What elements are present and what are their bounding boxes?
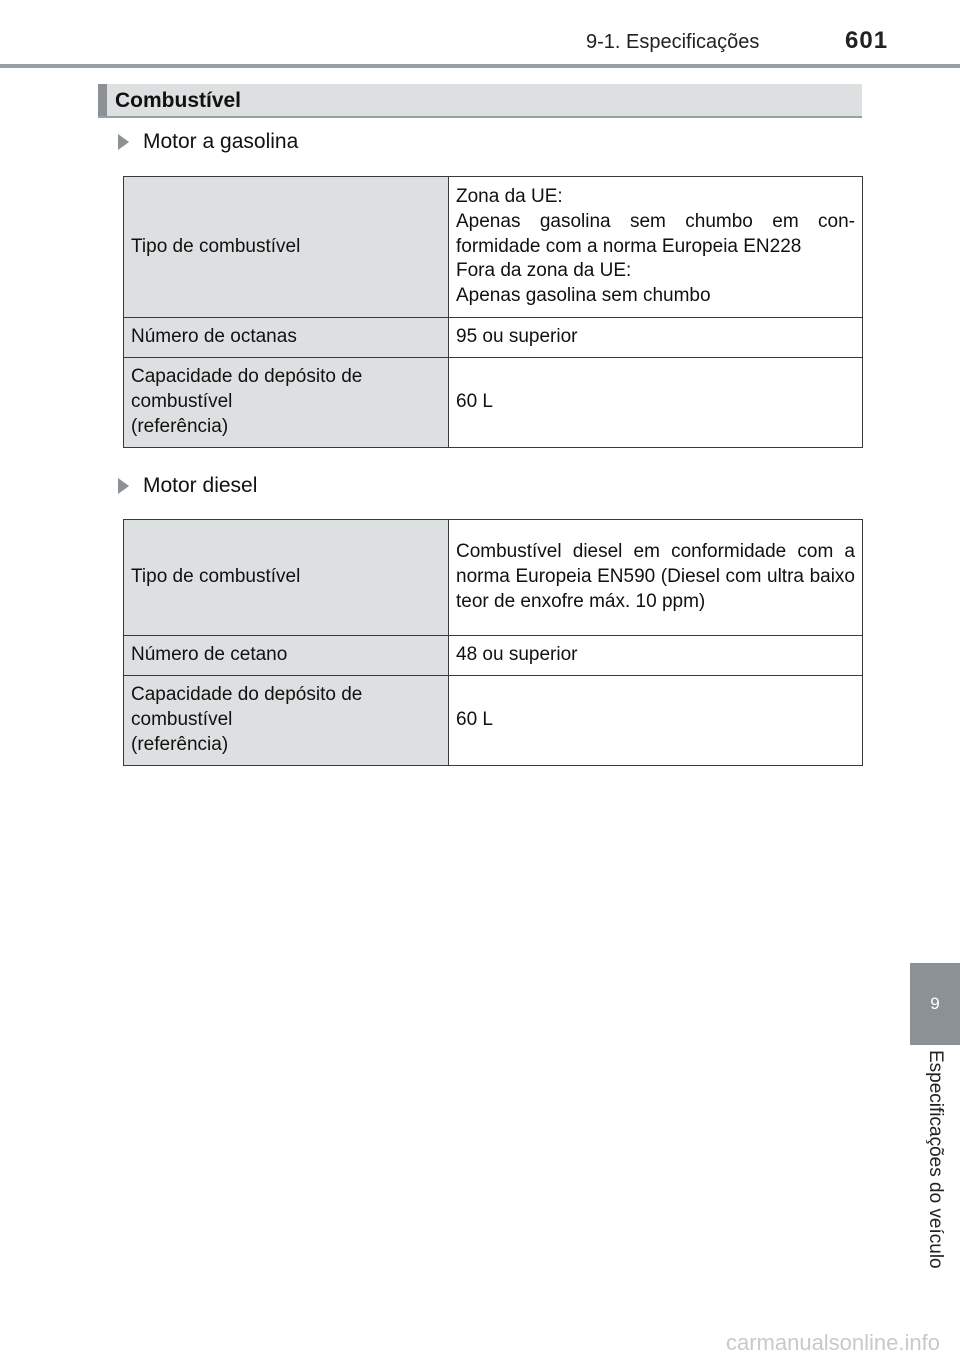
table-row [124,177,863,318]
tank-capacity-label-text: Capacidade do depósito de combustível [131,684,363,731]
table-row [124,636,863,676]
header-divider [0,64,960,68]
fuel-type-line: Fora da zona da UE: [456,260,632,282]
gasoline-heading-text: Motor a gasolina [143,130,299,153]
diesel-subheading [118,474,257,498]
fuel-type-value: Combustível diesel em conformidade com a norma Europeia EN590 (Diesel com ultra baixo teor de enxofre máx. 10 ppm) [449,520,863,636]
section-accent [98,84,107,116]
tank-capacity-label-note: (referência) [131,733,229,755]
table-row [124,358,863,448]
tank-capacity-label-note: (referência) [131,415,229,437]
tank-capacity-label [124,358,449,448]
fuel-type-label: Tipo de combustível [124,520,449,636]
tank-capacity-value: 60 L [449,676,863,766]
fuel-type-line: formidade com a norma Europeia EN228 [456,235,802,257]
fuel-type-line: Apenas gasolina sem chumbo [456,285,711,307]
gasoline-subheading [118,130,298,154]
tank-capacity-value: 60 L [449,358,863,448]
fuel-type-value [449,177,863,318]
octane-label: Número de octanas [124,318,449,358]
table-row [124,318,863,358]
diesel-spec-table [123,519,863,766]
chapter-tab: 9 [910,963,960,1045]
tank-capacity-label [124,676,449,766]
table-row [124,520,863,636]
triangle-bullet-icon [118,134,129,150]
tank-capacity-label-text: Capacidade do depósito de combustível [131,366,363,413]
chapter-side-label-text: Especificações do veículo [925,1050,946,1269]
section-heading-bar [98,84,862,118]
fuel-type-line: Zona da UE: [456,186,563,208]
fuel-type-label: Tipo de combustível [124,177,449,318]
chapter-section-title: 9-1. Especificações [586,31,760,53]
cetane-value: 48 ou superior [449,636,863,676]
section-title: Combustível [115,89,242,112]
octane-value: 95 ou superior [449,318,863,358]
watermark: carmanualsonline.info [725,1330,940,1355]
fuel-type-line: Apenas gasolina sem chumbo em con- [456,210,855,232]
gasoline-spec-table [123,176,863,448]
cetane-label: Número de cetano [124,636,449,676]
page-number: 601 [845,27,889,54]
table-row [124,676,863,766]
triangle-bullet-icon [118,478,129,494]
diesel-heading-text: Motor diesel [143,474,258,497]
